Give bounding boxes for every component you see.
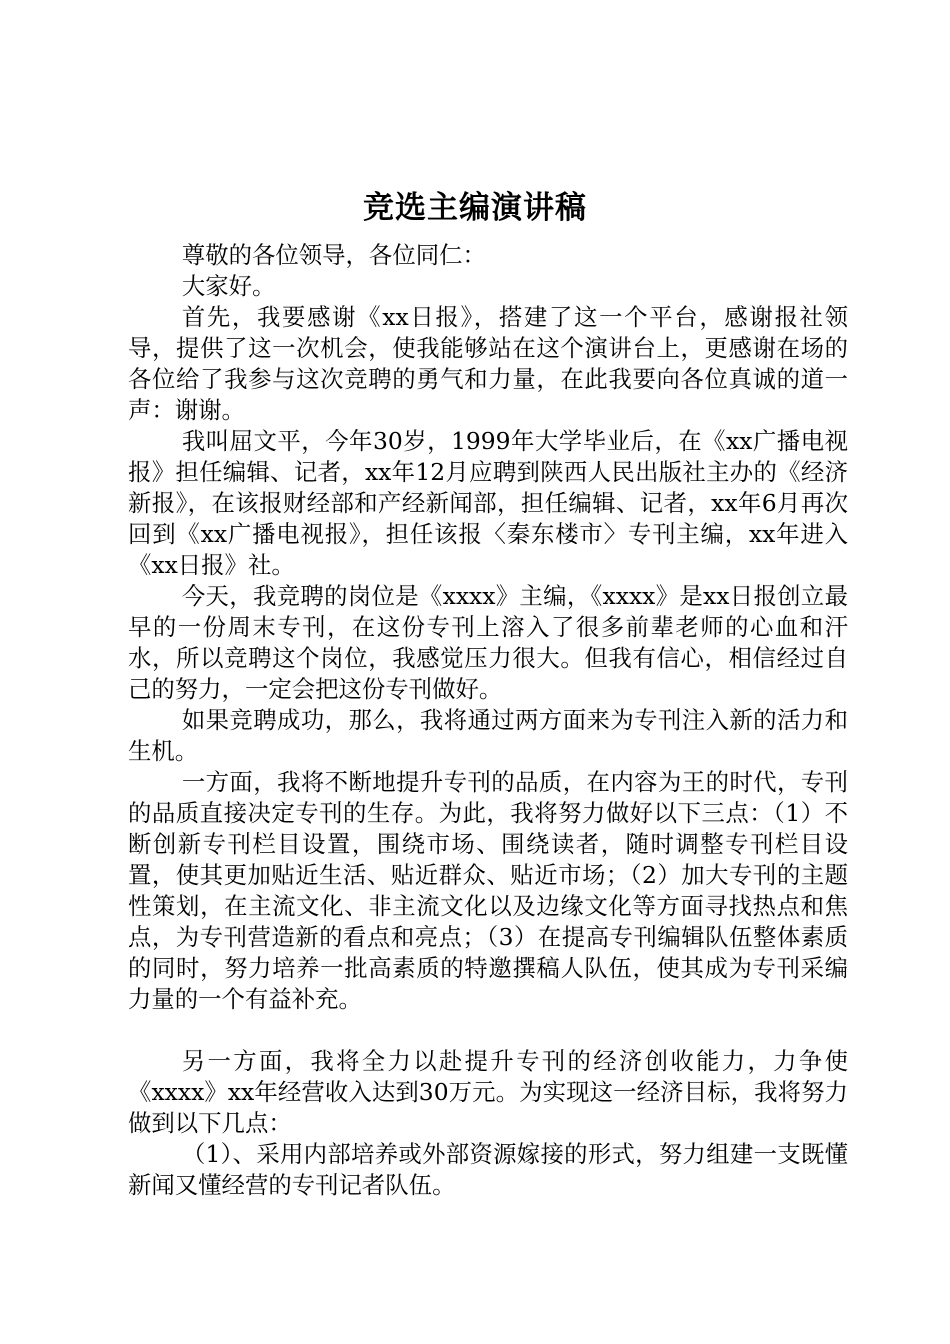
quality-paragraph: 一方面，我将不断地提升专刊的品质，在内容为王的时代，专刊的品质直接决定专刊的生存。为此，我将努力做好以下三点：（1）不断创新专刊栏目设置，围绕市场、围绕读者，随时调整专刊栏目设置，使其更加贴近生活、贴近群众、贴近市场；（2）加大专刊的主题性策划，在主流文化、非主流文化以及边缘文化等方面寻找热点和焦点，为专刊营造新的看点和亮点；（3）在提高专刊编辑队伍整体素质的同时，努力培养一批高素质的特邀撰稿人队伍，使其成为专刊采编力量的一个有益补充。 [128,768,848,1013]
revenue-paragraph: 另一方面，我将全力以赴提升专刊的经济创收能力，力争使《xxxx》xx年经营收入达到30万元。为实现这一经济目标，我将努力做到以下几点： [128,1047,848,1137]
introduction-paragraph: 我叫屈文平，今年30岁，1999年大学毕业后，在《xx广播电视报》担任编辑、记者，xx年12月应聘到陕西人民出版社主办的《经济新报》，在该报财经部和产经新闻部，担任编辑、记者，xx年6月再次回到《xx广播电视报》，担任该报〈秦东楼市〉专刊主编，xx年进入《xx日报》社。 [128,427,848,579]
document-body [128,240,848,1201]
document-title: 竞选主编演讲稿 [363,190,587,226]
position-paragraph: 今天，我竞聘的岗位是《xxxx》主编，《xxxx》是xx日报创立最早的一份周末专刊，在这份专刊上溶入了很多前辈老师的心血和汗水，所以竞聘这个岗位，我感觉压力很大。但我有信心，相信经过自己的努力，一定会把这份专刊做好。 [128,582,848,703]
greeting-paragraph: 大家好。 [181,272,276,300]
team-paragraph: （1）、采用内部培养或外部资源嫁接的形式，努力组建一支既懂新闻又懂经营的专刊记者队伍。 [128,1140,848,1199]
plan-paragraph: 如果竞聘成功，那么，我将通过两方面来为专刊注入新的活力和生机。 [128,706,848,765]
salutation-paragraph: 尊敬的各位领导，各位同仁： [181,241,486,269]
thanks-paragraph: 首先，我要感谢《xx日报》，搭建了这一个平台，感谢报社领导，提供了这一次机会，使我能够站在这个演讲台上，更感谢在场的各位给了我参与这次竞聘的勇气和力量，在此我要向各位真诚的道一声：谢谢。 [128,303,848,424]
